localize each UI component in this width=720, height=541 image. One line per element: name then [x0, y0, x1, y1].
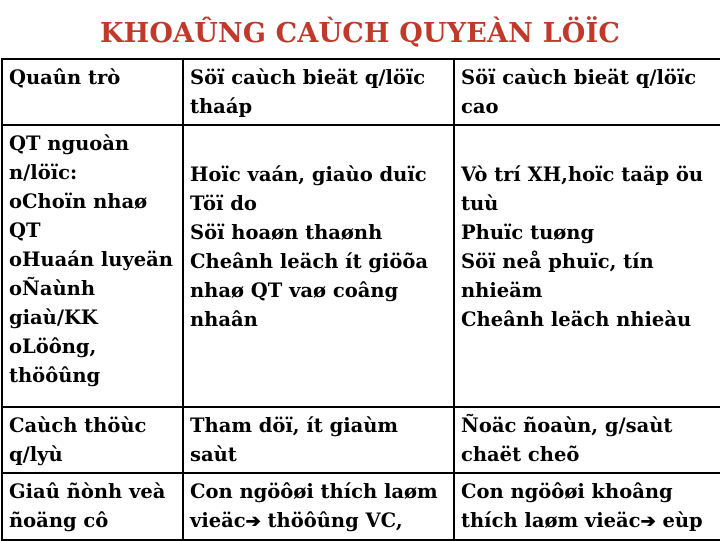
cell-line: Töï do — [190, 192, 257, 215]
cell-line: Söï hoaøn thaønh — [190, 221, 383, 244]
header-label: Quaûn trò — [9, 66, 121, 89]
comparison-table — [1, 58, 720, 541]
cell-line: nhaân — [190, 308, 258, 331]
table-cell — [454, 407, 720, 473]
cell-line: Vò trí XH,hoïc taäp öu — [461, 163, 704, 186]
cell-line — [461, 506, 720, 536]
table-cell — [2, 407, 183, 473]
cell-line: oLöông, — [9, 335, 97, 358]
cell-text: vieäc — [190, 509, 246, 532]
cell-line: nhaø QT vaø coâng — [190, 279, 399, 302]
table-cell — [2, 125, 183, 407]
cell-line: q/lyù — [9, 443, 63, 466]
cell-line: n/löïc: — [9, 161, 78, 184]
table-cell — [454, 125, 720, 407]
table-row — [2, 473, 720, 540]
table-row — [2, 407, 720, 473]
cell-line: nhieäm — [461, 279, 543, 302]
cell-line: QT nguoàn — [9, 132, 130, 155]
cell-line: Phuïc tuøng — [461, 221, 595, 244]
table-cell — [183, 407, 454, 473]
header-label: Söï caùch bieät q/löïc cao — [461, 66, 697, 118]
table-cell — [183, 125, 454, 407]
cell-line: Hoïc vaán, giaùo duïc — [190, 163, 427, 186]
cell-line: oHuaán luyeän — [9, 248, 173, 271]
cell-line: QT — [9, 219, 41, 242]
cell-text: thöôûng VC, — [260, 509, 403, 532]
cell-line — [190, 506, 448, 536]
cell-line: oChoïn nhaø — [9, 190, 148, 213]
table-cell — [183, 473, 454, 540]
cell-line: Söï neå phuïc, tín — [461, 250, 654, 273]
cell-line: Con ngöôøi khoâng — [461, 480, 673, 503]
cell-line: Tham döï, ít giaùm — [190, 414, 399, 437]
cell-line: chaët cheõ — [461, 443, 580, 466]
spacer — [461, 129, 720, 160]
arrow-right-icon: ➔ — [640, 511, 656, 532]
table-cell — [2, 473, 183, 540]
spacer — [190, 129, 448, 160]
table-row — [2, 125, 720, 407]
cell-line: tuù — [461, 192, 499, 215]
table-header-row — [2, 59, 720, 125]
cell-line: ñoäng cô — [9, 509, 109, 532]
cell-line: Ñoäc ñoaùn, g/saùt — [461, 414, 673, 437]
cell-line: Caùch thöùc — [9, 414, 147, 437]
cell-line: Cheânh leäch ít giöõa — [190, 250, 429, 273]
header-cell-low-distance — [183, 59, 454, 125]
arrow-right-icon: ➔ — [245, 511, 261, 532]
cell-line: giaù/KK — [9, 306, 98, 329]
cell-line: Giaû ñònh veà — [9, 480, 166, 503]
cell-line: oÑaùnh — [9, 277, 95, 300]
cell-text: thích laøm vieäc — [461, 509, 641, 532]
cell-line: thöôûng — [9, 364, 101, 387]
cell-text: eùp — [655, 509, 703, 532]
header-label: Söï caùch bieät q/löïc thaáp — [190, 66, 426, 118]
cell-line: Cheânh leäch nhieàu — [461, 308, 692, 331]
cell-line: saùt — [190, 443, 237, 466]
header-cell-management — [2, 59, 183, 125]
table-cell — [454, 473, 720, 540]
cell-line: Con ngöôøi thích laøm — [190, 480, 438, 503]
header-cell-high-distance — [454, 59, 720, 125]
page-title: KHOAÛNG CAÙCH QUYEÀN LÖÏC — [99, 18, 621, 49]
